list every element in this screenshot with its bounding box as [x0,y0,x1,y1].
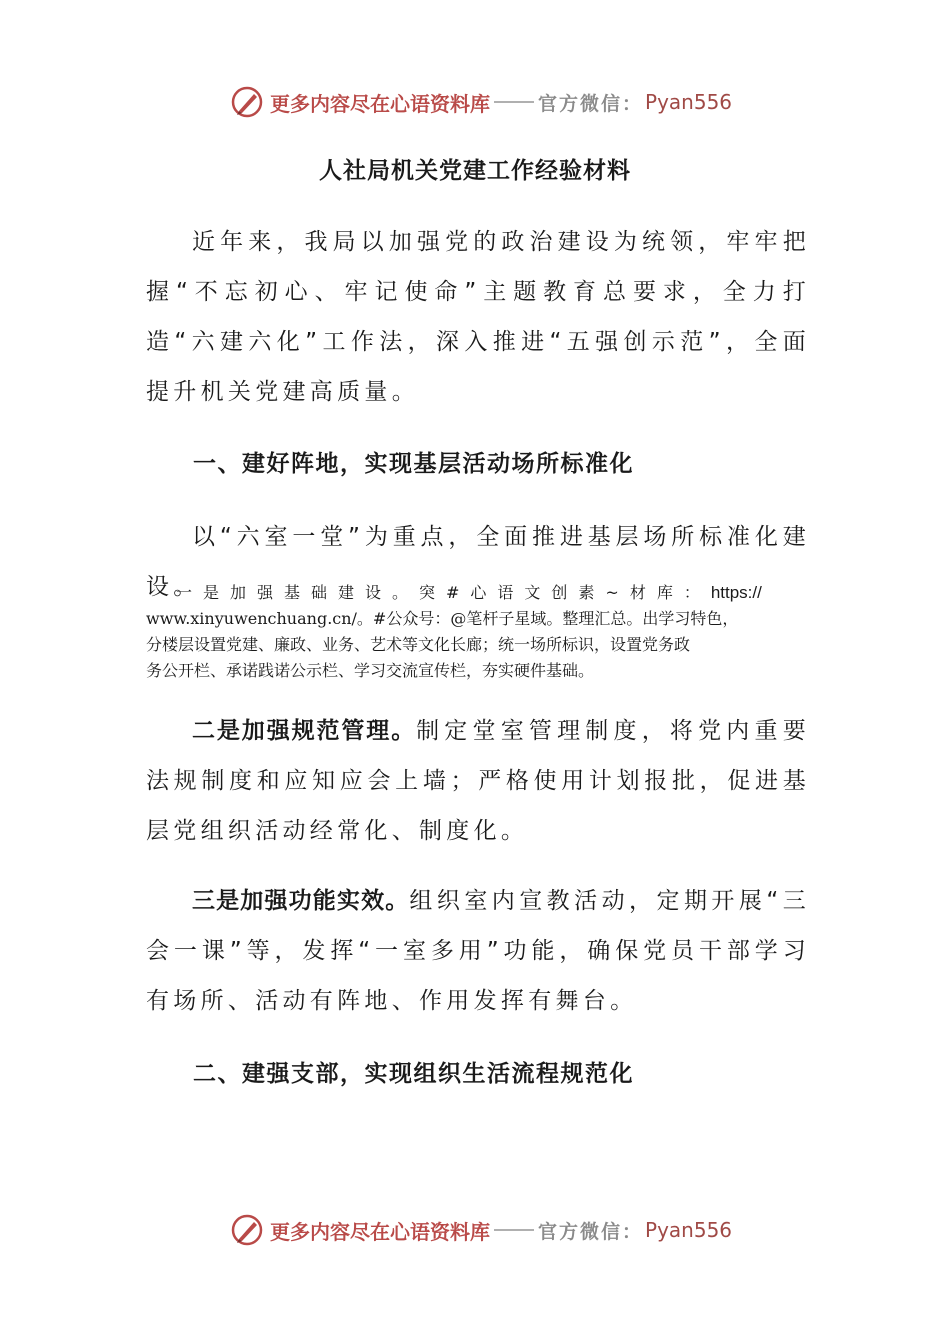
small-paragraph-line-1: 一是加强基础建设。突#心语文创素~材库：https:// [176,583,762,602]
paragraph-management-lead: 二是加强规范管理。 [192,718,417,744]
banner-wechat-label: 官方微信： [538,92,644,115]
banner-dash [494,101,534,103]
banner-wechat-id: Pyan556 [645,90,733,114]
section-2-heading: 二、建强支部，实现组织生活流程规范化 [193,1061,634,1087]
footer-banner [230,1210,732,1250]
small-paragraph-line-2: www.xinyuwenchuang.cn/。#公众号：@笔杆子星域。整理汇总。出学习特色， [146,609,739,628]
pen-logo-icon [230,1213,264,1247]
banner-site-name: 更多内容尽在心语资料库 [270,91,490,116]
pen-logo-icon [230,85,264,119]
section-1-intro: 以“六室一堂”为重点，全面推进基层场所标准化建设。 [146,524,810,600]
paragraph-management [146,706,810,856]
paragraph-function-lead: 三是加强功能实效。 [192,888,410,914]
paragraph-function [146,876,810,1026]
paragraph-function-body: 组织室内宣教活动，定期开展“三会一课”等，发挥“一室多用”功能，确保党员干部学习有场所、活动有阵地、作用发挥有舞台。 [146,888,810,1014]
footer-dash [494,1229,534,1231]
footer-wechat-label: 官方微信： [538,1220,644,1243]
small-paragraph-line-4: 务公开栏、承诺践诺公示栏、学习交流宣传栏，夯实硬件基础。 [146,661,595,680]
paragraph-management-body: 制定堂室管理制度，将党内重要法规制度和应知应会上墙；严格使用计划报批，促进基层党组织活动经常化、制度化。 [146,718,811,844]
small-paragraph-line-3: 分楼层设置党建、廉政、业务、艺术等文化长廊；统一场所标识，设置党务政 [146,635,691,654]
header-banner [230,82,732,122]
intro-paragraph: 近年来，我局以加强党的政治建设为统领，牢牢把握“不忘初心、牢记使命”主题教育总要求，全力打造“六建六化”工作法，深入推进“五强创示范”，全面提升机关党建高质量。 [146,229,810,405]
footer-site-name: 更多内容尽在心语资料库 [270,1219,490,1244]
document-title: 人社局机关党建工作经验材料 [319,158,631,184]
section-1-heading: 一、建好阵地，实现基层活动场所标准化 [193,451,634,477]
footer-wechat-id: Pyan556 [645,1218,733,1242]
small-paragraph [146,580,810,684]
